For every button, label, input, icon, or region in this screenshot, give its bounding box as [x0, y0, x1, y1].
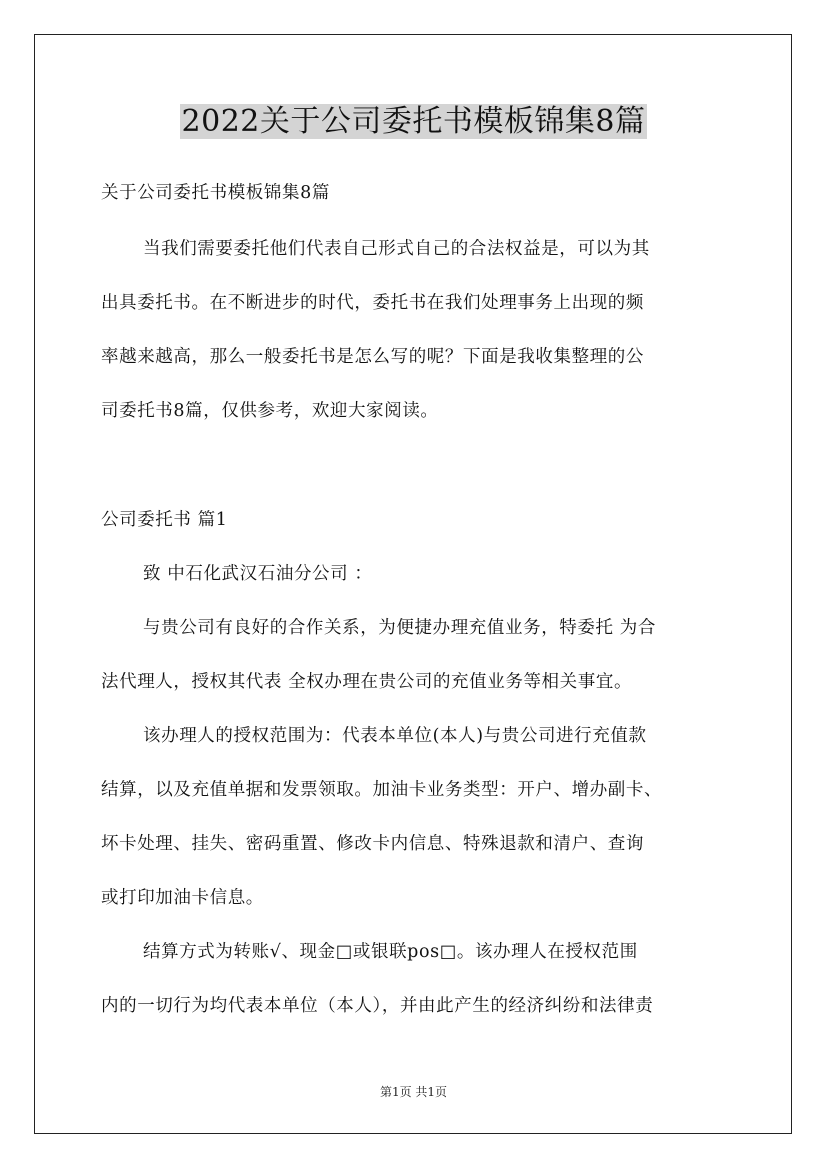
paragraph-line: 法代理人，授权其代表 全权办理在贵公司的充值业务等相关事宜。 — [101, 672, 633, 692]
document-subtitle: 关于公司委托书模板锦集8篇 — [101, 183, 330, 203]
paragraph-line: 结算方式为转账√、现金□或银联pos□。该办理人在授权范围 — [143, 942, 638, 962]
section-heading: 公司委托书 篇1 — [101, 510, 228, 530]
paragraph-line: 该办理人的授权范围为：代表本单位(本人)与贵公司进行充值款 — [143, 726, 647, 746]
document-title — [0, 100, 827, 144]
intro-line: 率越来越高，那么一般委托书是怎么写的呢？下面是我收集整理的公 — [101, 347, 644, 367]
page-footer: 第1页 共1页 — [379, 1085, 448, 1099]
paragraph-line: 坏卡处理、挂失、密码重置、修改卡内信息、特殊退款和清户、查询 — [101, 834, 644, 854]
addressee-line: 致 中石化武汉石油分公司 ： — [143, 564, 373, 584]
intro-line: 当我们需要委托他们代表自己形式自己的合法权益是，可以为其 — [143, 239, 650, 259]
intro-line: 出具委托书。在不断进步的时代，委托书在我们处理事务上出现的频 — [101, 293, 644, 313]
paragraph-line: 与贵公司有良好的合作关系，为便捷办理充值业务，特委托 为合 — [143, 618, 656, 638]
paragraph-line: 或打印加油卡信息。 — [101, 888, 264, 908]
paragraph-line: 内的一切行为均代表本单位（本人），并由此产生的经济纠纷和法律责 — [101, 996, 654, 1016]
paragraph-line: 结算，以及充值单据和发票领取。加油卡业务类型：开户、增办副卡、 — [101, 780, 663, 800]
document-title-text: 2022关于公司委托书模板锦集8篇 — [181, 104, 646, 139]
intro-line: 司委托书8篇，仅供参考，欢迎大家阅读。 — [101, 401, 439, 421]
